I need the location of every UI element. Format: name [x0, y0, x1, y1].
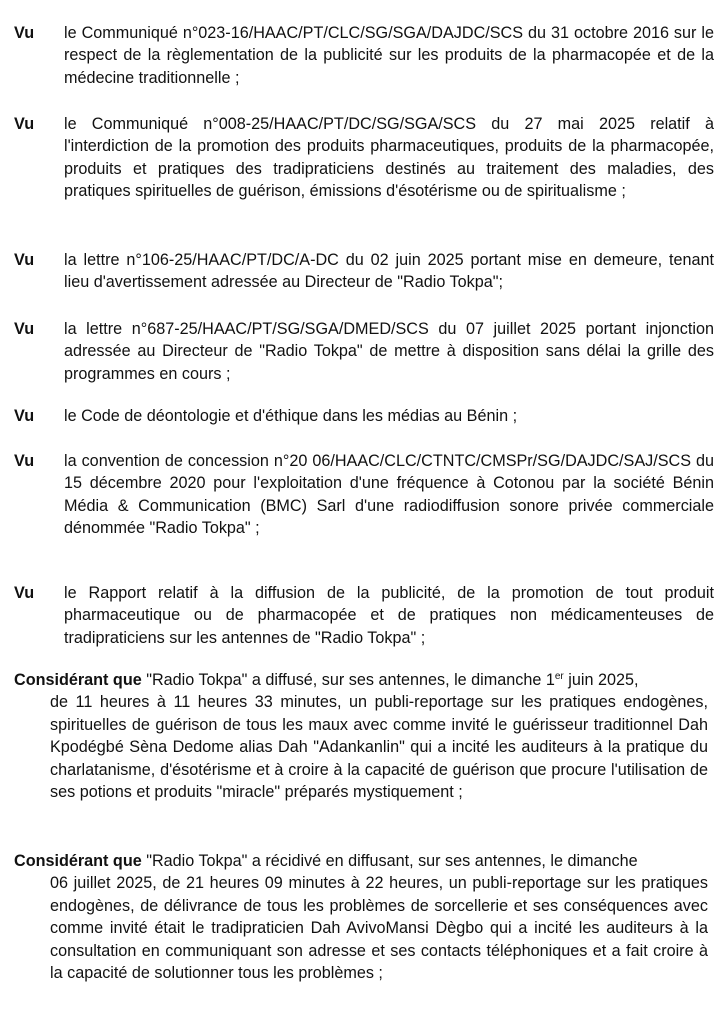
vu-clause-text: la lettre n°106-25/HAAC/PT/DC/A-DC du 02 juin 2025 portant mise en demeure, tenant lieu d'avertissement adressée au Directeur de "Radio Tokpa"; — [64, 251, 714, 292]
vu-label: Vu — [14, 24, 35, 42]
vu-clause-4 — [14, 318, 714, 385]
considerant-first-line — [14, 850, 708, 872]
vu-label: Vu — [14, 320, 35, 338]
vu-clause-text: le Communiqué n°023-16/HAAC/PT/CLC/SG/SGA/DAJDC/SCS du 31 octobre 2016 sur le respect de la règlementation de la publicité sur les produits de la pharmacopée et de la médecine traditionnelle ; — [64, 24, 714, 87]
vu-label: Vu — [14, 115, 35, 133]
vu-label: Vu — [14, 452, 35, 470]
vu-label: Vu — [14, 251, 35, 269]
vu-clause-1 — [14, 22, 714, 89]
vu-clause-text: le Rapport relatif à la diffusion de la publicité, de la promotion de tout produit pharmaceutique ou de pharmacopée et de pratiques non médicamenteuses de tradipraticiens sur les antennes de "Radio Tokpa" ; — [64, 584, 714, 647]
considerant-clause-2 — [14, 850, 708, 984]
vu-clause-text: la lettre n°687-25/HAAC/PT/SG/SGA/DMED/SCS du 07 juillet 2025 portant injonction adressée au Directeur de "Radio Tokpa" de mettre à disposition sans délai la grille des programmes en cours ; — [64, 320, 714, 383]
ordinal-superscript: er — [554, 671, 564, 682]
vu-clause-3 — [14, 249, 714, 294]
considerant-text-start-end: juin 2025, — [563, 671, 639, 689]
considerant-clause-1 — [14, 669, 708, 803]
considerant-label: Considérant que — [14, 671, 142, 689]
vu-clause-text: le Communiqué n°008-25/HAAC/PT/DC/SG/SGA/SCS du 27 mai 2025 relatif à l'interdiction de la promotion des produits pharmaceutiques, produits de la pharmacopée, produits et pratiques des tradipraticiens destinés au traitement des maladies, des pratiques spirituelles de guérison, émissions d'ésotérisme ou de spiritualisme ; — [64, 115, 714, 201]
vu-clause-7 — [14, 582, 714, 649]
considerant-first-line — [14, 669, 708, 691]
considerant-text: de 11 heures à 11 heures 33 minutes, un publi-reportage sur les pratiques endogènes, spirituelles de guérison de tous les maux avec comme invité le guérisseur traditionnel Dah Kpodégbé Sèna Dedome alias Dah "Adankanlin" qui a incité les auditeurs à la pratique du charlatanisme, d'ésotérisme et à croire à la capacité de guérison que procure l'utilisation de ses potions et produits "miracle" préparés mystiquement ; — [50, 693, 708, 802]
vu-clause-2 — [14, 113, 714, 203]
considerant-text-start: "Radio Tokpa" a diffusé, sur ses antennes, le dimanche 1 — [146, 671, 555, 689]
vu-clause-5 — [14, 405, 714, 427]
considerant-text: 06 juillet 2025, de 21 heures 09 minutes à 22 heures, un publi-reportage sur les pratiques endogènes, de délivrance de tous les problèmes de sorcellerie et ses conséquences avec comme invité était le tradipraticien Dah AvivoMansi Dègbo qui a incité les auditeurs à la consultation en communiquant son adresse et ses contacts téléphoniques et a fait croire à la capacité de solutionner tous les problèmes ; — [50, 874, 708, 983]
vu-clause-text: le Code de déontologie et d'éthique dans les médias au Bénin ; — [64, 407, 518, 425]
considerant-label: Considérant que — [14, 852, 142, 870]
vu-label: Vu — [14, 407, 35, 425]
vu-clause-6 — [14, 450, 714, 540]
considerant-text-start: "Radio Tokpa" a récidivé en diffusant, sur ses antennes, le dimanche — [146, 852, 638, 870]
vu-clause-text: la convention de concession n°20 06/HAAC/CLC/CTNTC/CMSPr/SG/DAJDC/SAJ/SCS du 15 décembre 2020 pour l'exploitation d'une fréquence à Cotonou par la société Bénin Média & Communication (BMC) Sarl d'une radiodiffusion sonore privée commerciale dénommée "Radio Tokpa" ; — [64, 452, 714, 538]
vu-label: Vu — [14, 584, 35, 602]
